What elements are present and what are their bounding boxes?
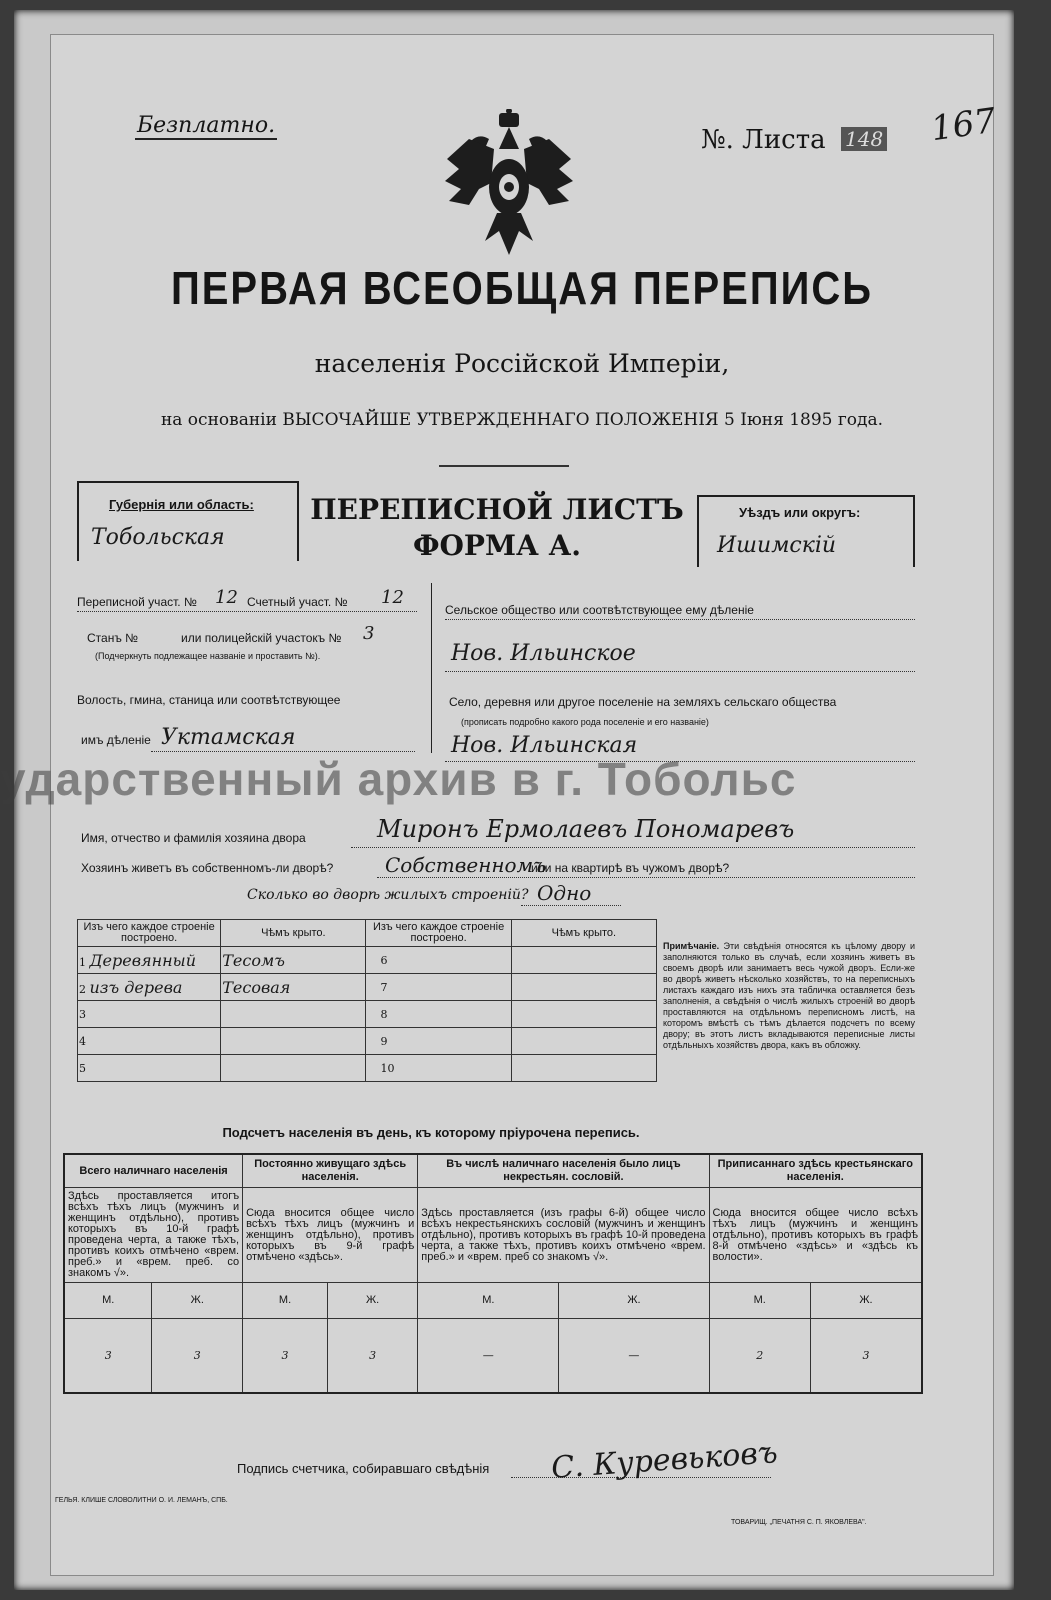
field-divider <box>431 583 432 753</box>
col-title: Приписаннаго здѣсь крестьянскаго населенія. <box>709 1154 922 1188</box>
owner-label: Имя, отчество и фамилія хозяина двора <box>81 831 306 845</box>
footer-right: ТОВАРИЩ. „ПЕЧАТНЯ С. П. ЯКОВЛЕВА". <box>731 1519 867 1526</box>
basis-line: на основаніи ВЫСОЧАЙШЕ УТВЕРЖДЕННАГО ПОЛОЖЕНІЯ 5 Іюня 1895 года. <box>160 410 884 430</box>
uezd-label: Уѣздъ или округъ: <box>739 505 861 520</box>
dotted-line <box>445 671 915 672</box>
buildings-label: Сколько во дворѣ жилыхъ строеній? <box>247 887 529 903</box>
table-row <box>78 1028 657 1055</box>
stan-label: Станъ № <box>87 631 139 645</box>
village-value: Нов. Ильинская <box>451 733 638 758</box>
male-label: М. <box>709 1283 811 1319</box>
female-count: 3 <box>327 1319 417 1393</box>
row-number: 4 <box>78 1028 221 1055</box>
col-roof-header: Чѣмъ крыто. <box>221 920 366 947</box>
guberniya-value: Тобольская <box>91 525 225 550</box>
dotted-line <box>445 619 915 620</box>
row-number: 7 <box>366 974 511 1001</box>
counting-district-label: Счетный участ. № <box>247 595 348 609</box>
stan-note: (Подчеркнуть подлежащее названіе и проставить №). <box>95 651 321 661</box>
lives-value: Собственномъ <box>385 853 547 877</box>
police-label: или полицейскій участокъ № <box>181 631 342 645</box>
guberniya-box <box>77 481 299 561</box>
female-label: Ж. <box>152 1283 243 1319</box>
counting-district-value: 12 <box>381 587 404 608</box>
row-number: 2 <box>79 982 86 996</box>
sheet-number-value: 148 <box>841 127 887 151</box>
female-count: — <box>559 1319 709 1393</box>
volost-label: Волость, гмина, станица или соотвѣтствующее <box>77 693 341 707</box>
police-value: 3 <box>363 623 375 644</box>
table-row <box>78 1055 657 1082</box>
male-count: 2 <box>709 1319 811 1393</box>
buildings-note <box>663 941 915 1051</box>
society-value: Нов. Ильинское <box>451 641 636 666</box>
free-label: Безплатно. <box>137 113 276 138</box>
guberniya-label: Губернія или область: <box>109 497 254 512</box>
row-made: изъ дерева <box>89 977 183 997</box>
col-desc: Сюда вносится общее число всѣхъ тѣхъ лицъ (мужчинъ и женщинъ отдѣльно), противъ которыхъ въ графѣ 8-й отмѣчено «здѣсь» и «здѣсь къ волости». <box>709 1188 922 1283</box>
society-label: Сельское общество или соотвѣтствующее ему дѣленіе <box>445 603 754 617</box>
col-roof-header-2: Чѣмъ крыто. <box>511 920 656 947</box>
row-number: 6 <box>366 947 511 974</box>
female-label: Ж. <box>811 1283 922 1319</box>
form-title: ПЕРЕПИСНОЙ ЛИСТЪ <box>310 493 684 526</box>
col-made-header: Изъ чего каждое строеніе построено. <box>78 920 221 947</box>
archive-number: 167 <box>928 100 999 150</box>
double-headed-eagle-emblem <box>439 109 579 259</box>
dotted-line <box>77 611 417 612</box>
col-desc: Сюда вносится общее число всѣхъ тѣхъ лицъ (мужчинъ и женщинъ отдѣльно), противъ которыхъ въ 9-й графѣ отмѣчено «здѣсь». <box>243 1188 418 1283</box>
population-table <box>63 1153 923 1394</box>
col-desc: Здѣсь проставляется итогъ всѣхъ тѣхъ лицъ (мужчинъ и женщинъ отдѣльно), противъ которыхъ въ 10-й графѣ проведена черта, а также тѣхъ, противъ коихъ отмѣчено «врем. преб.» и «врем. преб. со знакомъ √». <box>64 1188 243 1283</box>
male-label: М. <box>418 1283 559 1319</box>
dotted-line <box>521 905 621 906</box>
table-row <box>78 1001 657 1028</box>
male-label: М. <box>243 1283 328 1319</box>
note-title: Примѣчаніе. <box>663 941 720 951</box>
row-number: 9 <box>366 1028 511 1055</box>
col-title: Въ числѣ наличнаго населенія было лицъ некрестьян. сословій. <box>418 1154 709 1188</box>
male-label: М. <box>64 1283 152 1319</box>
dotted-line <box>377 877 915 878</box>
signature-value: С. Куревьковъ <box>550 1435 779 1486</box>
owner-value: Миронъ Ермолаевъ Пономаревъ <box>377 815 795 843</box>
table-row <box>78 974 657 1001</box>
dotted-line <box>351 847 915 848</box>
buildings-table <box>77 919 657 1082</box>
row-number: 10 <box>366 1055 511 1082</box>
buildings-value: Одно <box>537 881 592 905</box>
row-number: 8 <box>366 1001 511 1028</box>
volost-label-2: имъ дѣленіе <box>81 733 151 747</box>
village-label: Село, деревня или другое поселеніе на земляхъ сельскаго общества <box>449 695 837 709</box>
lives-label-2: или на квартирѣ въ чужомъ дворѣ? <box>531 861 730 875</box>
uezd-value: Ишимскій <box>717 533 837 558</box>
female-count: 3 <box>152 1319 243 1393</box>
village-note: (прописать подробно какого рода поселеніе и его названіе) <box>461 717 709 727</box>
row-number: 5 <box>78 1055 221 1082</box>
signature-label: Подпись счетчика, собиравшаго свѣдѣнія <box>237 1461 490 1476</box>
col-desc: Здѣсь проставляется (изъ графы 6-й) общее число всѣхъ некрестьянскихъ сословій (мужчинъ и женщинъ отдѣльно), противъ которыхъ въ графѣ 10-й проведена черта, а также тѣхъ, противъ коихъ отмѣчено «врем. преб.» и «врем. преб со знакомъ √». <box>418 1188 709 1283</box>
table-row <box>78 947 657 974</box>
census-district-value: 12 <box>215 587 238 608</box>
row-roof: Тесомъ <box>222 950 285 970</box>
census-district-label: Переписной участ. № <box>77 595 197 609</box>
footer-left: ГЕЛЬЯ. КЛИШЕ СЛОВОЛИТНИ О. И. ЛЕМАНЪ, СПБ. <box>55 1497 228 1504</box>
male-count: — <box>418 1319 559 1393</box>
sub-title: населенія Россійской Имперіи, <box>314 349 730 378</box>
male-count: 3 <box>64 1319 152 1393</box>
col-made-header-2: Изъ чего каждое строеніе построено. <box>366 920 511 947</box>
female-label: Ж. <box>327 1283 417 1319</box>
row-number: 1 <box>79 955 86 969</box>
sheet-number-label: №. Листа <box>701 125 826 155</box>
row-made: Деревянный <box>89 950 197 970</box>
main-title: ПЕРВАЯ ВСЕОБЩАЯ ПЕРЕПИСЬ <box>171 263 873 315</box>
female-count: 3 <box>811 1319 922 1393</box>
uezd-box <box>697 495 915 567</box>
volost-value: Уктамская <box>161 725 296 750</box>
col-title: Всего наличнаго населенія <box>64 1154 243 1188</box>
form-letter: ФОРМА А. <box>412 529 582 562</box>
archive-watermark: ударственный архив в г. Тобольс <box>0 753 797 805</box>
lives-label: Хозяинъ живетъ въ собственномъ-ли дворѣ? <box>81 861 334 875</box>
row-roof: Тесовая <box>222 977 291 997</box>
note-text: Эти свѣдѣнія относятся къ цѣлому двору и заполняются только въ случаѣ, если хозяинъ живетъ въ своемъ дворѣ или занимаетъ весь чужой дворъ. Если-же во дворѣ живетъ нѣсколько хозяйствъ, то на переписныхъ листахъ каждаго изъ нихъ эта табличка оставляется безъ заполненія, а свѣдѣнія о числѣ жилыхъ строеній во дворѣ проставляются на отдѣльномъ переписномъ листѣ, на которомъ вмѣстѣ съ тѣмъ дѣлается подсчетъ по всему двору; въ этотъ листъ вкладываются переписные листы отдѣльныхъ хозяйствъ двора, какъ въ обложку. <box>663 941 915 1050</box>
col-title: Постоянно живущаго здѣсь населенія. <box>243 1154 418 1188</box>
row-number: 3 <box>78 1001 221 1028</box>
male-count: 3 <box>243 1319 328 1393</box>
population-heading: Подсчетъ населенія въ день, къ которому пріурочена перепись. <box>222 1125 640 1140</box>
female-label: Ж. <box>559 1283 709 1319</box>
ornament-divider <box>439 465 569 467</box>
